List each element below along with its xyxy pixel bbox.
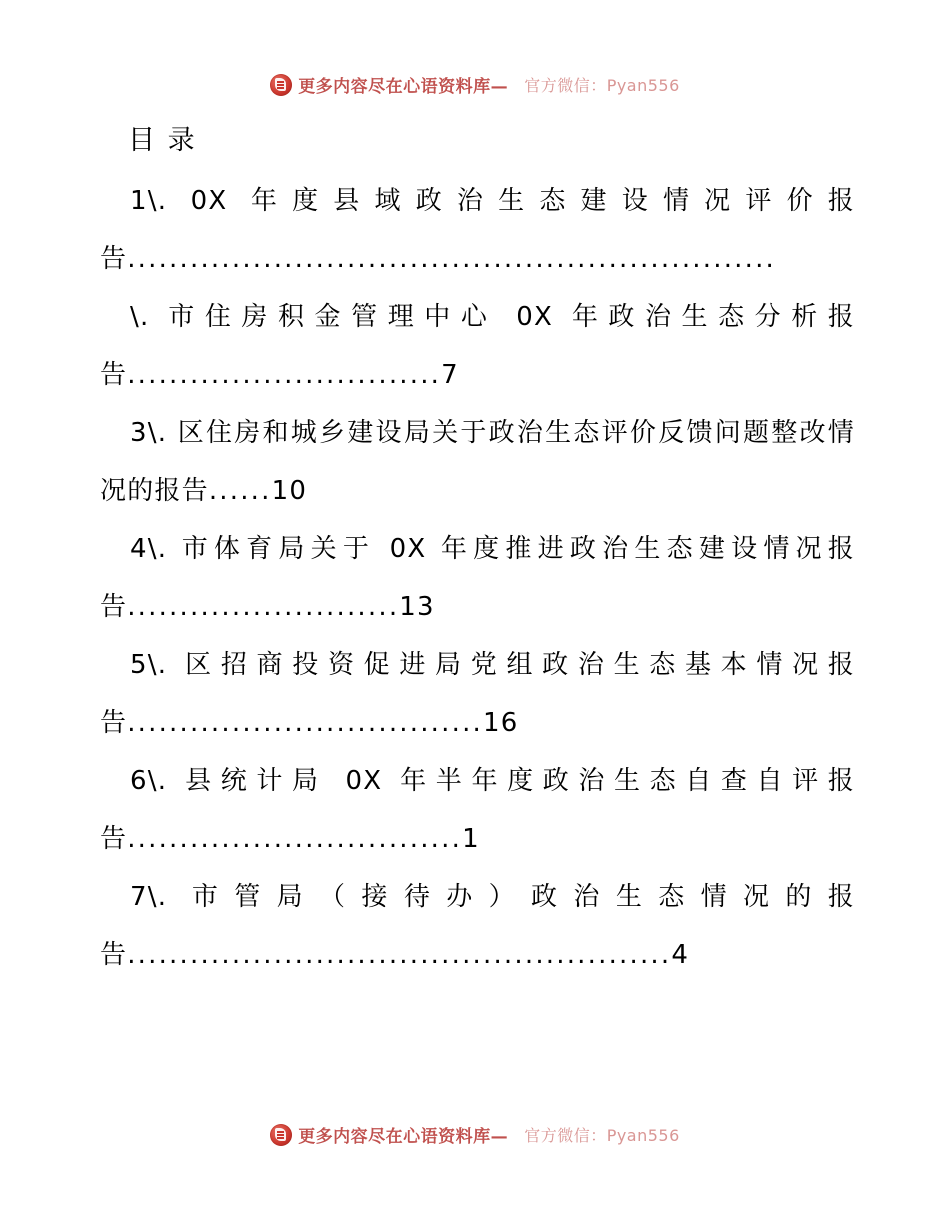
toc-entry-text: 市体育局关于 0X 年度推进政治生态建设情况报告 (100, 534, 856, 622)
watermark-bottom (0, 1122, 950, 1147)
toc-entry-number: 3\. (130, 418, 168, 448)
toc-entry-number: \. (130, 302, 150, 332)
toc-entry-number: 5\. (130, 650, 168, 680)
page-title: 目 录 (128, 125, 197, 156)
toc-entry-text: 市管局（接待办）政治生态情况的报告 (100, 882, 856, 970)
circle-book-logo-icon (270, 74, 292, 96)
toc-entry-number: 1\. (130, 186, 168, 216)
toc-entry-dots: .................................. (127, 708, 484, 738)
circle-book-logo-icon (270, 1124, 292, 1146)
toc-entry-page: 4 (671, 940, 690, 970)
toc-entry-text: 区住房和城乡建设局关于政治生态评价反馈问题整改情况的报告 (100, 418, 855, 506)
toc-entry-page: 7 (441, 360, 459, 390)
watermark-wechat-text: 官方微信：Pyan556 (524, 1126, 680, 1145)
toc-entry-number: 4\. (130, 534, 168, 564)
toc-entry (100, 636, 855, 752)
toc-entry (100, 288, 855, 404)
toc-entry-page: 10 (271, 476, 308, 506)
watermark-brand-text: 更多内容尽在心语资料库— (298, 77, 509, 97)
toc-entry-dots: .................................................... (127, 940, 672, 970)
toc-entry (100, 868, 855, 984)
toc-entry-text: 市住房积金管理中心 0X 年政治生态分析报告 (100, 302, 855, 390)
toc-entry (100, 404, 855, 520)
toc-entry-dots: ................................ (127, 824, 463, 854)
toc-entry-text: 0X 年度县域政治生态建设情况评价报告 (100, 186, 856, 274)
toc-entry-text: 县统计局 0X 年半年度政治生态自查自评报告 (100, 766, 855, 854)
toc-entry (100, 752, 855, 868)
toc-entry-dots: ...... (208, 476, 272, 506)
toc-entry-page: 16 (483, 708, 519, 738)
toc-entry-page: 1 (462, 824, 480, 854)
watermark-top (0, 72, 950, 97)
toc-entry-dots: .............................. (127, 360, 442, 390)
watermark-brand-text: 更多内容尽在心语资料库— (298, 1127, 509, 1147)
toc-entry-page: 13 (399, 592, 435, 622)
document-content (0, 112, 950, 984)
toc-entry-dots: .......................... (127, 592, 400, 622)
toc-entry (100, 520, 855, 636)
watermark-wechat-text: 官方微信：Pyan556 (524, 76, 680, 95)
toc-entry-number: 6\. (130, 766, 168, 796)
toc-entry-number: 7\. (130, 882, 168, 912)
toc-entry-dots: .............................................................. (127, 244, 777, 274)
toc-entry-text: 区招商投资促进局党组政治生态基本情况报告 (100, 650, 855, 738)
toc-entry (100, 172, 855, 288)
